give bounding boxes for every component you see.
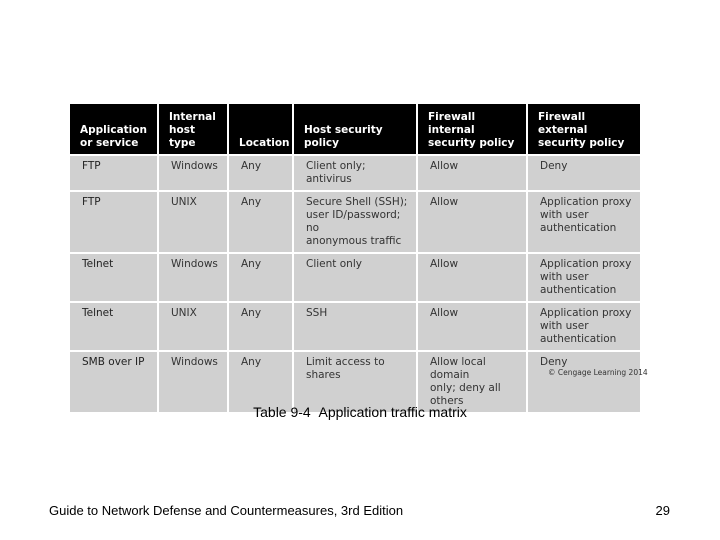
cell-line: Deny [540,356,568,368]
table-cell [417,302,527,351]
column-header [417,104,527,155]
table-caption [0,404,720,420]
cell-line: Telnet [82,307,114,319]
cell-line: UNIX [171,307,197,319]
table-header [70,104,640,155]
table-row [70,351,640,412]
cell-line: Windows [171,356,218,368]
table-cell [527,351,640,412]
cell-line: or service [80,137,139,149]
cell-line: UNIX [171,196,197,208]
table-cell [293,191,417,253]
cell-line: Secure Shell (SSH); [306,196,408,208]
column-header [158,104,228,155]
cell-line: Firewall internal [428,111,476,136]
cell-line: user ID/password; no [306,209,401,234]
footer-book-title: Guide to Network Defense and Countermeasures, 3rd Edition [49,503,404,518]
cell-line: FTP [82,160,101,172]
table-cell [228,191,293,253]
table-cell [417,155,527,191]
cell-line: SSH [306,307,328,319]
cell-line: Application proxy [540,307,632,319]
column-header [228,104,293,155]
cell-line: with user [540,209,589,221]
table-cell [158,155,228,191]
column-header [70,104,158,155]
column-header [527,104,640,155]
cell-line: Any [241,356,262,368]
table-cell [417,191,527,253]
table-cell [158,191,228,253]
cell-line: authentication [540,222,617,234]
cell-line: with user [540,320,589,332]
cell-line: security policy [538,137,625,149]
cell-line: Allow [430,307,459,319]
cell-line: only; deny all [430,382,501,394]
cell-line: FTP [82,196,101,208]
application-traffic-matrix-table [70,104,640,412]
cell-line: Firewall external [538,111,588,136]
cell-line: Allow [430,160,459,172]
table-cell [293,253,417,302]
table-cell [228,253,293,302]
cell-line: SMB over IP [82,356,145,368]
cell-line: Any [241,160,262,172]
table-cell [70,302,158,351]
cell-line: Internal [169,111,216,123]
cell-line: Application proxy [540,258,632,270]
caption-text: Application traffic matrix [318,404,467,420]
table-cell [293,302,417,351]
cell-line: Any [241,307,262,319]
table-cell [527,253,640,302]
table-cell [527,155,640,191]
cell-line: Allow local domain [430,356,486,381]
table-cell [70,191,158,253]
cell-line: others [430,395,464,407]
cell-line: Deny [540,160,568,172]
cell-line: Windows [171,258,218,270]
table-cell [70,351,158,412]
cell-line: Any [241,196,262,208]
header-row [70,104,640,155]
table-row [70,302,640,351]
cell-line: with user [540,271,589,283]
cell-line: Location [239,137,290,149]
cell-line: Client only [306,258,362,270]
table-cell [417,253,527,302]
table-cell [158,253,228,302]
caption-label: Table 9-4 [253,404,311,420]
table-row [70,155,640,191]
cell-line: Telnet [82,258,114,270]
table-cell [70,155,158,191]
cell-line: authentication [540,284,617,296]
page-number: 29 [655,503,670,518]
table-container [70,104,640,412]
cell-line: Application [80,124,147,136]
cell-line: host type [169,124,196,149]
cell-line: Client only; antivirus [306,160,366,185]
cell-line: Application proxy [540,196,632,208]
cell-line: anonymous traffic [306,235,402,247]
copyright-notice: © Cengage Learning 2014 [548,368,648,377]
table-cell [228,351,293,412]
cell-line: Allow [430,196,459,208]
table-cell [158,351,228,412]
table-row [70,253,640,302]
table-cell [228,155,293,191]
cell-line: security policy [428,137,515,149]
column-header [293,104,417,155]
table-cell [158,302,228,351]
table-cell [527,302,640,351]
table-cell [293,351,417,412]
cell-line: Allow [430,258,459,270]
table-cell [527,191,640,253]
cell-line: Any [241,258,262,270]
cell-line: Windows [171,160,218,172]
cell-line: Limit access to shares [306,356,385,381]
table-cell [293,155,417,191]
table-row [70,191,640,253]
cell-line: Host security policy [304,124,383,149]
table-cell [417,351,527,412]
table-cell [70,253,158,302]
table-cell [228,302,293,351]
cell-line: authentication [540,333,617,345]
